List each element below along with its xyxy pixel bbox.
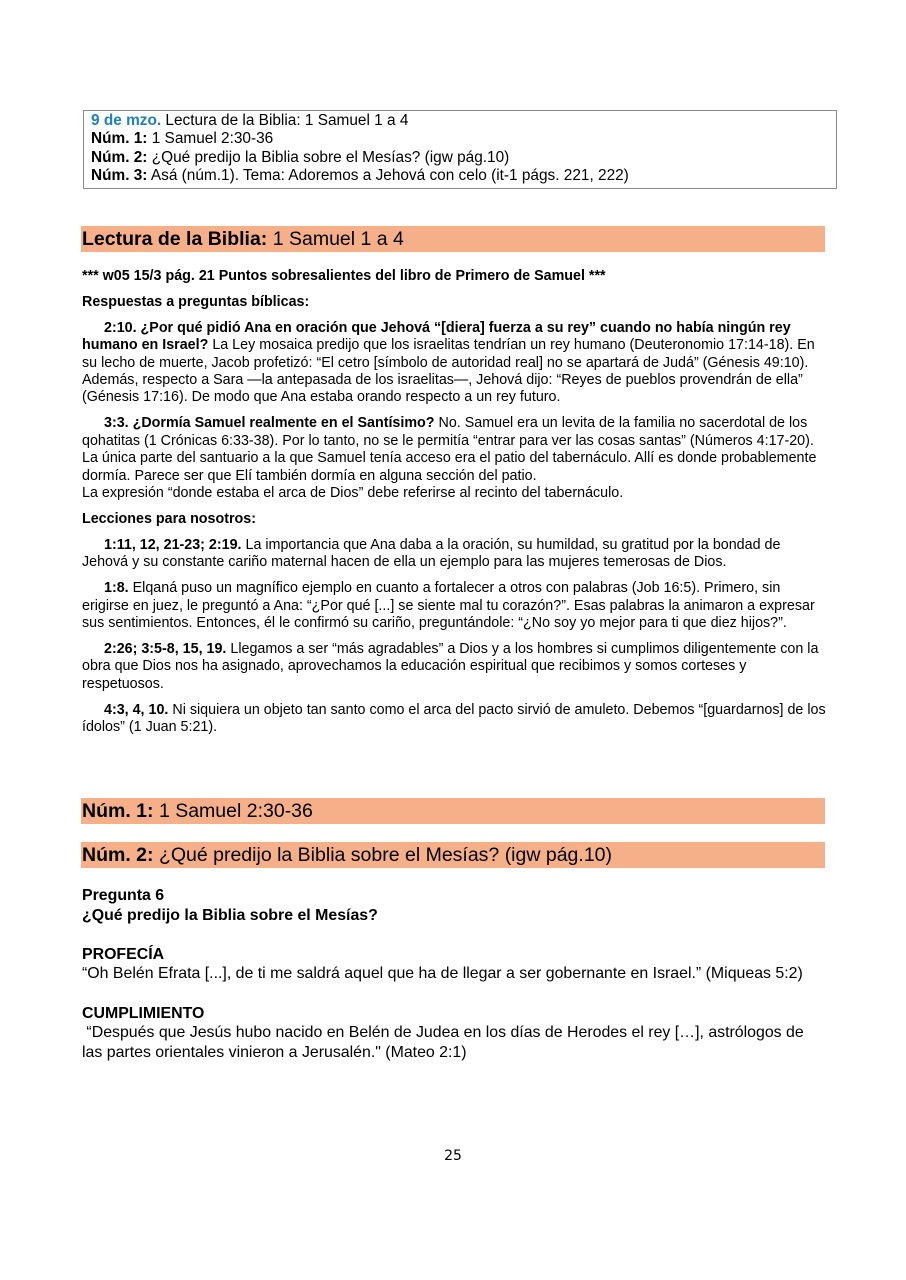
heading-bible-reading-text: 1 Samuel 1 a 4 — [272, 228, 404, 250]
schedule-line-date — [91, 112, 829, 130]
article-body — [82, 268, 826, 745]
lesson-paragraph — [82, 641, 826, 693]
schedule-reading: Lectura de la Biblia: 1 Samuel 1 a 4 — [165, 112, 409, 129]
heading-num2-label: Núm. 2: — [82, 844, 154, 866]
heading-num1 — [81, 798, 825, 824]
question-ref: 3:3. ¿Dormía Samuel realmente en el Santísimo? — [104, 415, 435, 432]
heading-bible-reading — [81, 226, 825, 252]
heading-num1-text: 1 Samuel 2:30-36 — [158, 800, 313, 822]
lesson-ref: 4:3, 4, 10. — [104, 701, 169, 718]
lesson-text: Llegamos a ser “más agradables” a Dios y a los hombres si cumplimos diligentemente con la obra que Dios nos ha asignado, aprovechamos la educación espiritual que recibimos y somos corteses y respetuosos. — [82, 640, 819, 692]
lesson-text: Elqaná puso un magnífico ejemplo en cuanto a fortalecer a otros con palabras (Job 16:5). Primero, sin erigirse en juez, le preguntó a Ana: “¿Por qué [...] se siente mal tu corazón?”. Esas palabras la animaron a expresar sus sentimientos. Entonces, él le confirmó su cariño, preguntándole: “¿No soy yo mejor para ti que diez hijos?”. — [82, 580, 815, 631]
schedule-num2-text: ¿Qué predijo la Biblia sobre el Mesías? (igw pág.10) — [151, 148, 510, 166]
question-ref: 2:10. ¿Por qué pidió Ana en oración que Jehová “[diera] fuerza a su rey” cuando no había ningún rey humano en Israel? — [82, 319, 791, 354]
fulfillment-block — [82, 1004, 826, 1063]
question-answer: No. Samuel era un levita de la familia no sacerdotal de los qohatitas (1 Crónicas 6:33-38). Por lo tanto, no se le permitía “entrar para ver las cosas santas” (Números 4:17-20). La única parte del santuario a la que Samuel tenía acceso era el patio del tabernáculo. Allí es donde probablemente dormía. Parece ser que Elí también dormía en alguna sección del patio. — [82, 415, 817, 484]
question-answer: La Ley mosaica predijo que los israelitas tendrían un rey humano (Deuteronomio 17:14-18). En su lecho de muerte, Jacob profetizó: “El cetro [símbolo de autoridad real] no se apartará de Judá” (Génesis 49:10). Además, respecto a Sara —la antepasada de los israelitas—, Jehová dijo: “Reyes de pueblos provendrán de ella” (Génesis 17:16). De modo que Ana estaba orando respecto a un rey futuro. — [82, 337, 815, 406]
lesson-text: Ni siquiera un objeto tan santo como el arca del pacto sirvió de amuleto. Debemos “[guardarnos] de los ídolos” (1 Juan 5:21). — [82, 701, 826, 735]
fulfillment-text: “Después que Jesús hubo nacido en Belén de Judea en los días de Herodes el rey […], astrólogos de las partes orientales vinieron a Jerusalén." (Mateo 2:1) — [82, 1024, 809, 1061]
schedule-num3-label: Núm. 3: — [91, 167, 148, 185]
heading-num2 — [81, 842, 825, 868]
messiah-section — [82, 886, 826, 1082]
schedule-num3-text: Asá (núm.1). Tema: Adoremos a Jehová con celo (it-1 págs. 221, 222) — [150, 167, 629, 185]
heading-num2-text: ¿Qué predijo la Biblia sobre el Mesías? (igw pág.10) — [158, 844, 612, 866]
question-paragraph — [82, 320, 826, 407]
lesson-ref: 2:26; 3:5-8, 15, 19. — [104, 640, 227, 657]
lesson-paragraph — [82, 702, 826, 737]
question-answer-continued: La expresión “donde estaba el arca de Dios” debe referirse al recinto del tabernáculo. — [82, 484, 624, 501]
schedule-line-num1 — [91, 130, 829, 148]
lesson-ref: 1:8. — [104, 580, 129, 597]
question-block — [82, 886, 826, 925]
fulfillment-label: CUMPLIMIENTO — [82, 1004, 205, 1022]
questions-heading: Respuestas a preguntas bíblicas: — [82, 293, 310, 310]
schedule-num2-label: Núm. 2: — [91, 148, 148, 166]
prophecy-block — [82, 945, 826, 984]
heading-bible-reading-label: Lectura de la Biblia: — [82, 228, 268, 250]
schedule-num1-text: 1 Samuel 2:30-36 — [151, 130, 274, 148]
prophecy-label: PROFECÍA — [82, 945, 165, 963]
lesson-paragraph — [82, 537, 826, 572]
prophecy-text: “Oh Belén Efrata [...], de ti me saldrá aquel que ha de llegar a ser gobernante en Israel.” (Miqueas 5:2) — [82, 965, 803, 983]
heading-num1-label: Núm. 1: — [82, 800, 154, 822]
question-title: ¿Qué predijo la Biblia sobre el Mesías? — [82, 906, 378, 924]
schedule-line-num2 — [91, 149, 829, 167]
lesson-paragraph — [82, 580, 826, 632]
page-number: 25 — [444, 1148, 462, 1164]
lesson-ref: 1:11, 12, 21-23; 2:19. — [104, 536, 242, 553]
schedule-num1-label: Núm. 1: — [91, 130, 148, 148]
article-source: *** w05 15/3 pág. 21 Puntos sobresalientes del libro de Primero de Samuel *** — [82, 268, 606, 284]
question-paragraph — [82, 415, 826, 502]
schedule-date: 9 de mzo. — [91, 112, 162, 129]
question-number: Pregunta 6 — [82, 887, 165, 904]
schedule-box — [83, 110, 837, 189]
schedule-line-num3 — [91, 167, 829, 185]
lesson-text: La importancia que Ana daba a la oración, su humildad, su gratitud por la bondad de Jehová y su constante cariño maternal hacen de ella un ejemplo para las mujeres temerosas de Dios. — [82, 536, 781, 571]
lessons-heading: Lecciones para nosotros: — [82, 510, 256, 527]
